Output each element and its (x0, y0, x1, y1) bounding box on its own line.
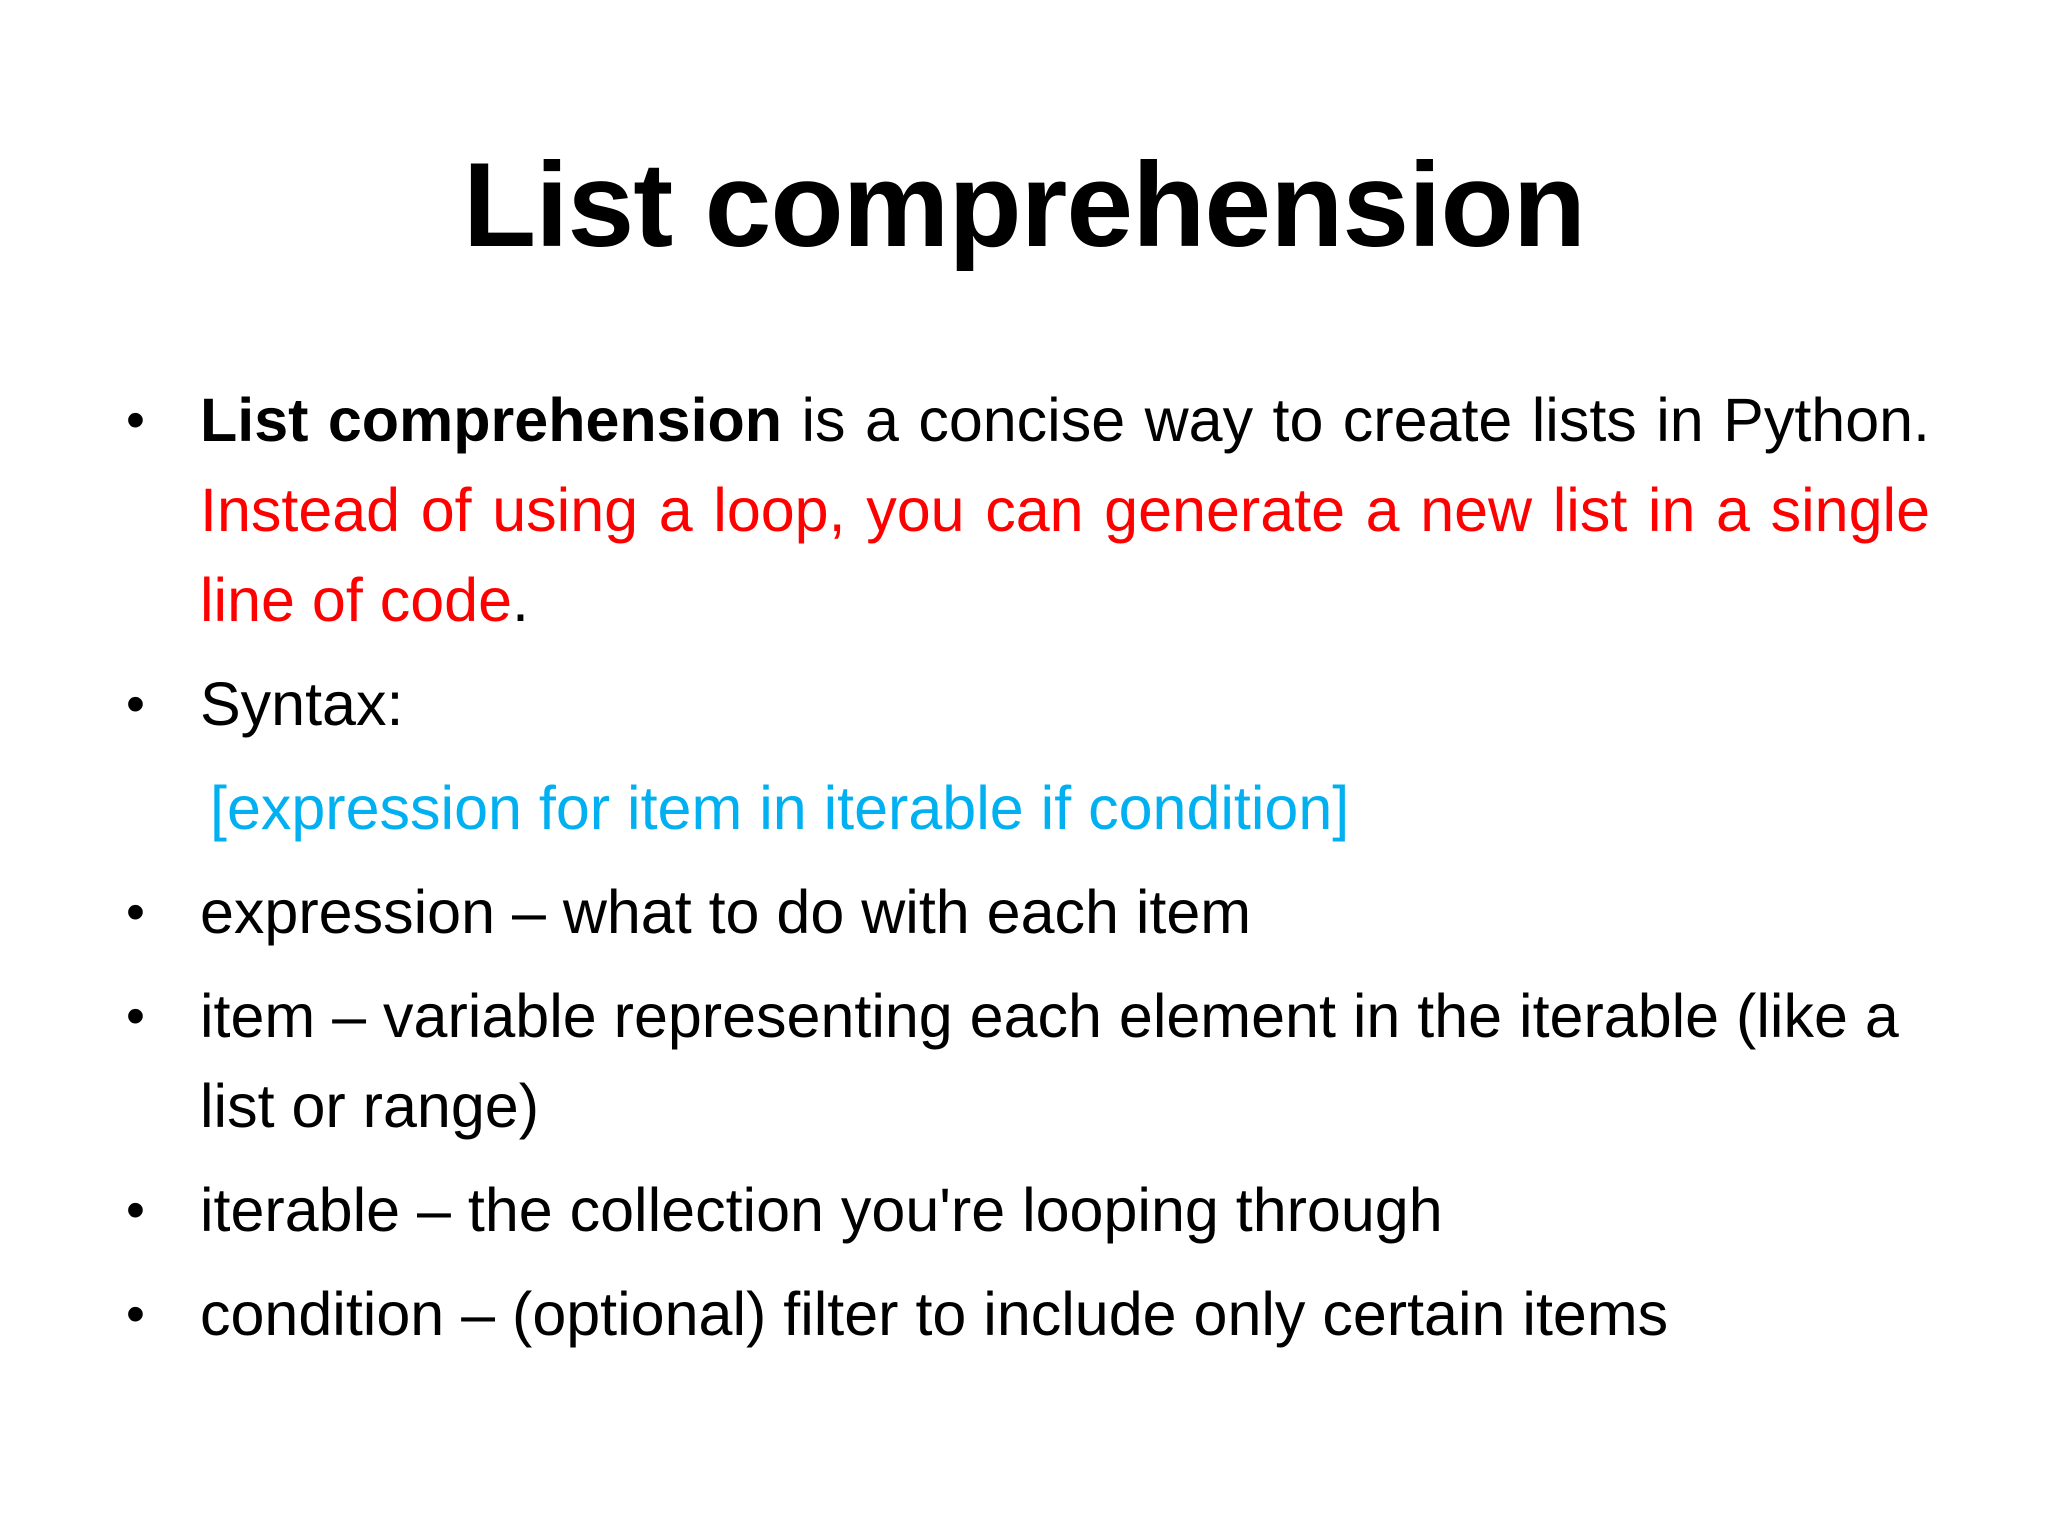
bullet-text: expression – what to do with each item (200, 878, 1252, 946)
definition-text: is a concise way to create lists in Python. (782, 386, 1930, 454)
highlight-text: Instead of using a loop, you can generate a new list in a single line of code (200, 476, 1930, 634)
syntax-label: Syntax: (200, 670, 404, 738)
bullet-list (120, 375, 1930, 1373)
bullet-syntax (120, 659, 1930, 749)
definition-end: . (512, 566, 529, 634)
bullet-icon: • (126, 986, 145, 1046)
bullet-icon: • (126, 882, 145, 942)
bold-term: List comprehension (200, 386, 783, 454)
bullet-text: iterable – the collection you're looping through (200, 1176, 1443, 1244)
slide-title: List comprehension (462, 138, 1586, 272)
syntax-code: [expression for item in iterable if condition] (210, 774, 1350, 842)
bullet-item (120, 971, 1930, 1151)
bullet-icon: • (126, 674, 145, 734)
bullet-icon: • (126, 390, 145, 450)
bullet-text: condition – (optional) filter to include only certain items (200, 1280, 1669, 1348)
bullet-definition (120, 375, 1930, 645)
bullet-icon: • (126, 1180, 145, 1240)
bullet-icon: • (126, 1284, 145, 1344)
bullet-expression (120, 867, 1930, 957)
bullet-condition (120, 1269, 1930, 1359)
bullet-text: item – variable representing each element in the iterable (like a list or range) (200, 982, 1899, 1140)
bullet-iterable (120, 1165, 1930, 1255)
